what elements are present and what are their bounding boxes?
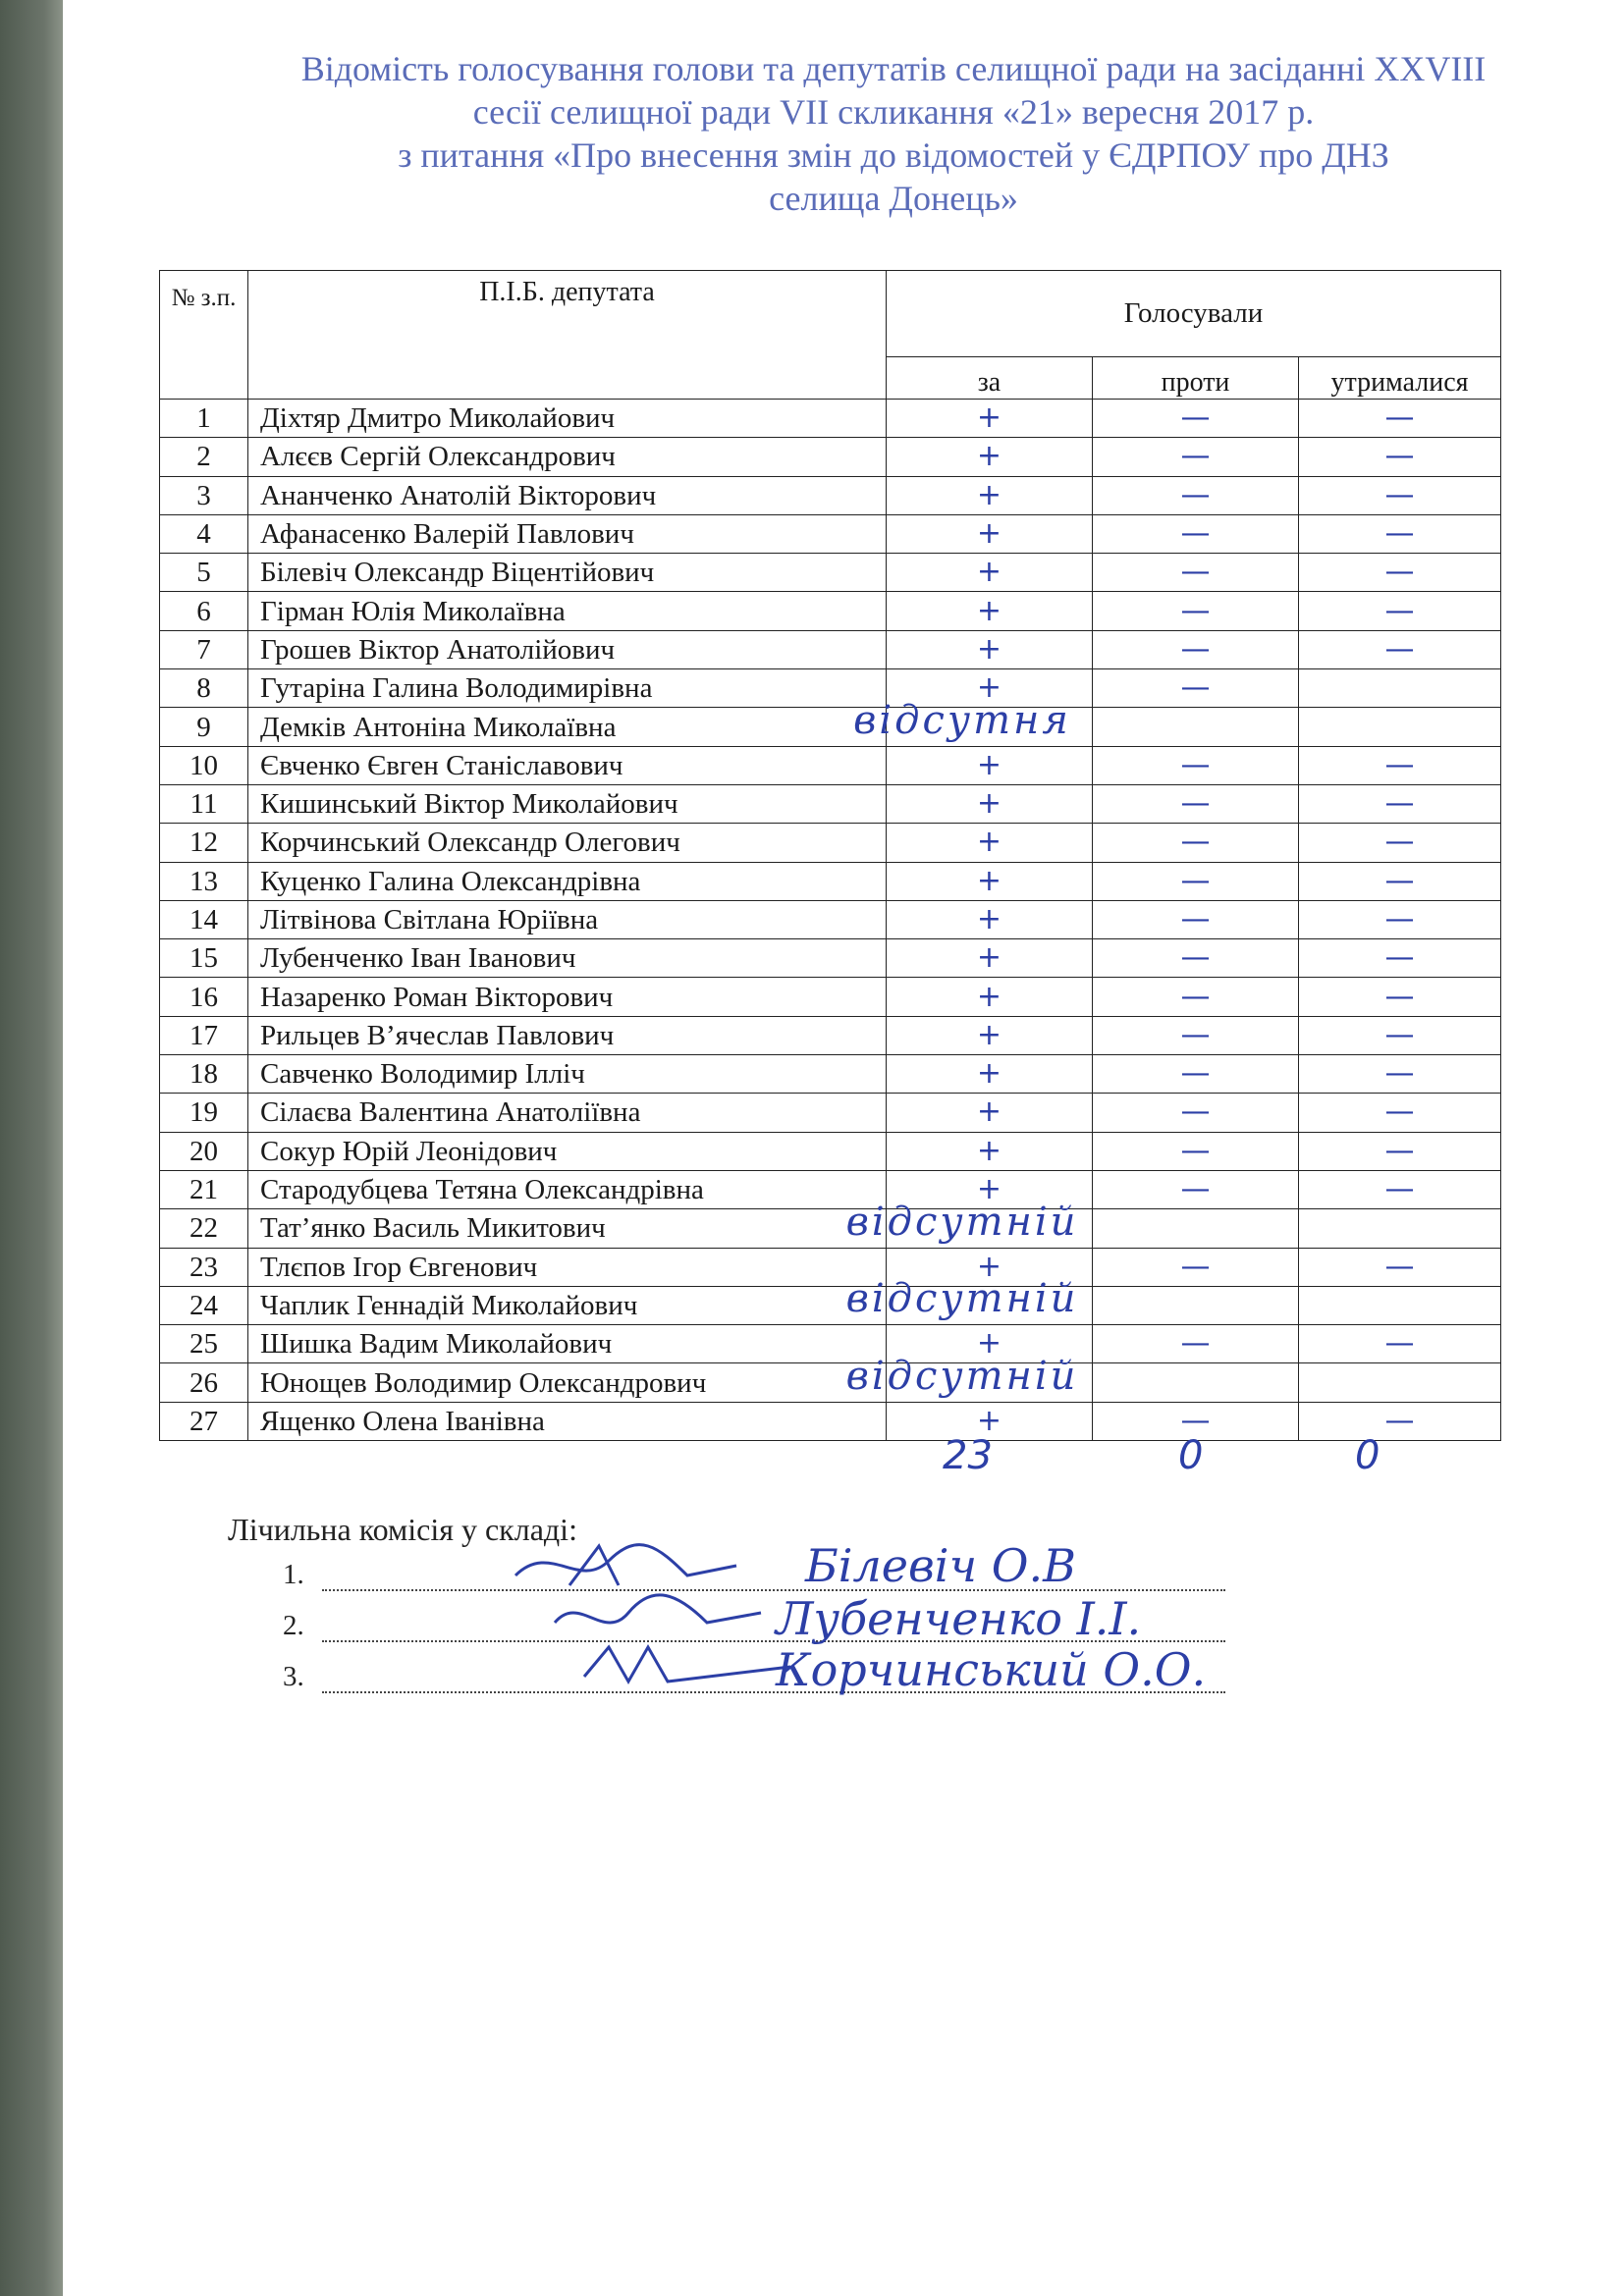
signature-line bbox=[322, 1562, 1225, 1591]
row-number: 26 bbox=[160, 1363, 248, 1402]
vote-for: + bbox=[887, 978, 1093, 1016]
table-row bbox=[160, 784, 1501, 823]
deputy-name: Лубенченко Іван Іванович bbox=[248, 939, 887, 978]
title-line-2: сесії селищної ради VII скликання «21» вересня 2017 р. bbox=[472, 92, 1315, 132]
deputy-name: Гірман Юлія Миколаївна bbox=[248, 592, 887, 630]
row-number: 24 bbox=[160, 1286, 248, 1324]
deputy-name: Сілаєва Валентина Анатоліївна bbox=[248, 1094, 887, 1132]
deputy-name: Куценко Галина Олександрівна bbox=[248, 862, 887, 900]
row-number: 25 bbox=[160, 1325, 248, 1363]
vote-for: + bbox=[887, 1132, 1093, 1170]
row-number: 3 bbox=[160, 476, 248, 514]
deputy-name: Білевіч Олександр Віцентійович bbox=[248, 554, 887, 592]
absent-note: відсутня bbox=[853, 697, 1071, 743]
deputy-name: Алєєв Сергій Олександрович bbox=[248, 438, 887, 476]
vote-abstained: — bbox=[1299, 900, 1501, 938]
vote-against: — bbox=[1093, 400, 1299, 438]
signature-name-2: Лубенченко І.І. bbox=[776, 1592, 1142, 1645]
table-row bbox=[160, 1363, 1501, 1402]
vote-for bbox=[887, 1286, 1093, 1324]
vote-for: + bbox=[887, 1055, 1093, 1094]
member-number: 1. bbox=[283, 1559, 304, 1590]
vote-for: + bbox=[887, 592, 1093, 630]
table-row bbox=[160, 1286, 1501, 1324]
table-row bbox=[160, 554, 1501, 592]
row-number: 22 bbox=[160, 1209, 248, 1248]
member-number: 3. bbox=[283, 1661, 304, 1692]
table-row bbox=[160, 669, 1501, 708]
header-number: № з.п. bbox=[160, 271, 248, 400]
row-number: 12 bbox=[160, 824, 248, 862]
vote-for: + bbox=[887, 669, 1093, 708]
vote-against: — bbox=[1093, 1094, 1299, 1132]
row-number: 18 bbox=[160, 1055, 248, 1094]
vote-for bbox=[887, 1363, 1093, 1402]
absent-note: відсутній bbox=[845, 1199, 1079, 1245]
table-row bbox=[160, 862, 1501, 900]
vote-abstained: — bbox=[1299, 592, 1501, 630]
table-row bbox=[160, 1325, 1501, 1363]
row-number: 11 bbox=[160, 784, 248, 823]
table-row bbox=[160, 746, 1501, 784]
row-number: 9 bbox=[160, 708, 248, 746]
deputy-name: Ананченко Анатолій Вікторович bbox=[248, 476, 887, 514]
vote-for: + bbox=[887, 1094, 1093, 1132]
vote-for: + bbox=[887, 1402, 1093, 1440]
commission-member-1 bbox=[283, 1559, 1225, 1591]
document-title bbox=[206, 47, 1581, 220]
row-number: 5 bbox=[160, 554, 248, 592]
title-line-1: Відомість голосування голови та депутатів селищної ради на засіданні XXVIII bbox=[300, 49, 1487, 88]
vote-for: + bbox=[887, 862, 1093, 900]
voting-table bbox=[159, 270, 1501, 1441]
table-row bbox=[160, 939, 1501, 978]
deputy-name: Юнощев Володимир Олександрович bbox=[248, 1363, 887, 1402]
header-name: П.І.Б. депутата bbox=[248, 271, 887, 400]
table-row bbox=[160, 514, 1501, 553]
header-for: за bbox=[887, 356, 1093, 399]
row-number: 21 bbox=[160, 1170, 248, 1208]
vote-abstained: — bbox=[1299, 554, 1501, 592]
vote-abstained: — bbox=[1299, 476, 1501, 514]
vote-for: + bbox=[887, 630, 1093, 668]
table-row bbox=[160, 1209, 1501, 1248]
vote-abstained: — bbox=[1299, 1325, 1501, 1363]
vote-abstained: — bbox=[1299, 824, 1501, 862]
row-number: 27 bbox=[160, 1402, 248, 1440]
total-abstained: 0 bbox=[1355, 1433, 1380, 1478]
vote-against: — bbox=[1093, 1248, 1299, 1286]
total-for: 23 bbox=[943, 1433, 993, 1478]
vote-abstained: — bbox=[1299, 1402, 1501, 1440]
table-row bbox=[160, 1170, 1501, 1208]
vote-abstained: — bbox=[1299, 1132, 1501, 1170]
vote-for: + bbox=[887, 476, 1093, 514]
vote-against: — bbox=[1093, 514, 1299, 553]
row-number: 8 bbox=[160, 669, 248, 708]
vote-against bbox=[1093, 708, 1299, 746]
vote-abstained: — bbox=[1299, 514, 1501, 553]
vote-abstained: — bbox=[1299, 1055, 1501, 1094]
vote-against: — bbox=[1093, 1016, 1299, 1054]
table-row bbox=[160, 708, 1501, 746]
row-number: 20 bbox=[160, 1132, 248, 1170]
table-row bbox=[160, 438, 1501, 476]
vote-for: + bbox=[887, 1325, 1093, 1363]
vote-against: — bbox=[1093, 1402, 1299, 1440]
scan-left-strip bbox=[0, 0, 63, 2296]
header-abstained: утрималися bbox=[1299, 356, 1501, 399]
title-line-4: селища Донець» bbox=[769, 179, 1018, 218]
vote-for: + bbox=[887, 900, 1093, 938]
vote-abstained: — bbox=[1299, 939, 1501, 978]
vote-against: — bbox=[1093, 978, 1299, 1016]
row-number: 23 bbox=[160, 1248, 248, 1286]
vote-for: + bbox=[887, 746, 1093, 784]
vote-for: + bbox=[887, 554, 1093, 592]
vote-for: + bbox=[887, 824, 1093, 862]
row-number: 19 bbox=[160, 1094, 248, 1132]
vote-abstained: — bbox=[1299, 784, 1501, 823]
absent-note: відсутній bbox=[845, 1353, 1079, 1399]
row-number: 4 bbox=[160, 514, 248, 553]
table-row bbox=[160, 1055, 1501, 1094]
deputy-name: Євченко Євген Станіславович bbox=[248, 746, 887, 784]
table-row bbox=[160, 400, 1501, 438]
deputy-name: Савченко Володимир Ілліч bbox=[248, 1055, 887, 1094]
member-number: 2. bbox=[283, 1610, 304, 1641]
table-row bbox=[160, 1016, 1501, 1054]
deputy-name: Назаренко Роман Вікторович bbox=[248, 978, 887, 1016]
table-row bbox=[160, 1132, 1501, 1170]
row-number: 2 bbox=[160, 438, 248, 476]
deputy-name: Сокур Юрій Леонідович bbox=[248, 1132, 887, 1170]
vote-abstained bbox=[1299, 1363, 1501, 1402]
vote-against bbox=[1093, 1363, 1299, 1402]
vote-against bbox=[1093, 1286, 1299, 1324]
title-line-3: з питання «Про внесення змін до відомостей у ЄДРПОУ про ДНЗ bbox=[398, 135, 1389, 175]
vote-against: — bbox=[1093, 438, 1299, 476]
signature-scribble-3 bbox=[579, 1637, 795, 1696]
vote-against: — bbox=[1093, 1170, 1299, 1208]
row-number: 17 bbox=[160, 1016, 248, 1054]
header-against: проти bbox=[1093, 356, 1299, 399]
vote-abstained: — bbox=[1299, 1094, 1501, 1132]
table-row bbox=[160, 630, 1501, 668]
vote-against: — bbox=[1093, 669, 1299, 708]
vote-abstained: — bbox=[1299, 1248, 1501, 1286]
table-row bbox=[160, 900, 1501, 938]
vote-against: — bbox=[1093, 554, 1299, 592]
deputy-name: Тлєпов Ігор Євгенович bbox=[248, 1248, 887, 1286]
vote-for bbox=[887, 1209, 1093, 1248]
table-row bbox=[160, 824, 1501, 862]
deputy-name: Діхтяр Дмитро Миколайович bbox=[248, 400, 887, 438]
vote-abstained: — bbox=[1299, 400, 1501, 438]
table-row bbox=[160, 592, 1501, 630]
table-row bbox=[160, 1248, 1501, 1286]
row-number: 13 bbox=[160, 862, 248, 900]
voting-table-body bbox=[160, 400, 1501, 1441]
row-number: 15 bbox=[160, 939, 248, 978]
vote-for bbox=[887, 708, 1093, 746]
signature-scribble-1 bbox=[511, 1536, 746, 1595]
vote-against: — bbox=[1093, 1055, 1299, 1094]
vote-abstained bbox=[1299, 1286, 1501, 1324]
deputy-name: Афанасенко Валерій Павлович bbox=[248, 514, 887, 553]
vote-against: — bbox=[1093, 939, 1299, 978]
deputy-name: Чаплик Геннадій Миколайович bbox=[248, 1286, 887, 1324]
vote-against: — bbox=[1093, 900, 1299, 938]
header-voted: Голосували bbox=[887, 271, 1501, 357]
vote-for: + bbox=[887, 400, 1093, 438]
vote-abstained: — bbox=[1299, 630, 1501, 668]
deputy-name: Тат’янко Василь Микитович bbox=[248, 1209, 887, 1248]
table-row bbox=[160, 978, 1501, 1016]
vote-against bbox=[1093, 1209, 1299, 1248]
deputy-name: Гутаріна Галина Володимирівна bbox=[248, 669, 887, 708]
deputy-name: Кишинський Віктор Миколайович bbox=[248, 784, 887, 823]
deputy-name: Грошев Віктор Анатолійович bbox=[248, 630, 887, 668]
row-number: 14 bbox=[160, 900, 248, 938]
vote-against: — bbox=[1093, 592, 1299, 630]
row-number: 16 bbox=[160, 978, 248, 1016]
signature-name-3: Корчинський О.О. bbox=[776, 1643, 1207, 1696]
vote-abstained: — bbox=[1299, 1016, 1501, 1054]
vote-against: — bbox=[1093, 630, 1299, 668]
vote-against: — bbox=[1093, 746, 1299, 784]
table-row bbox=[160, 1094, 1501, 1132]
vote-abstained bbox=[1299, 669, 1501, 708]
vote-against: — bbox=[1093, 1325, 1299, 1363]
vote-for: + bbox=[887, 939, 1093, 978]
table-row bbox=[160, 1402, 1501, 1440]
vote-abstained: — bbox=[1299, 1170, 1501, 1208]
vote-for: + bbox=[887, 1016, 1093, 1054]
deputy-name: Шишка Вадим Миколайович bbox=[248, 1325, 887, 1363]
vote-against: — bbox=[1093, 1132, 1299, 1170]
vote-abstained: — bbox=[1299, 746, 1501, 784]
vote-against: — bbox=[1093, 476, 1299, 514]
row-number: 7 bbox=[160, 630, 248, 668]
vote-for: + bbox=[887, 1248, 1093, 1286]
vote-against: — bbox=[1093, 824, 1299, 862]
vote-abstained bbox=[1299, 1209, 1501, 1248]
deputy-name: Демків Антоніна Миколаївна bbox=[248, 708, 887, 746]
deputy-name: Рильцев В’ячеслав Павлович bbox=[248, 1016, 887, 1054]
vote-against: — bbox=[1093, 784, 1299, 823]
vote-against: — bbox=[1093, 862, 1299, 900]
vote-abstained bbox=[1299, 708, 1501, 746]
vote-for: + bbox=[887, 438, 1093, 476]
deputy-name: Корчинський Олександр Олегович bbox=[248, 824, 887, 862]
row-number: 10 bbox=[160, 746, 248, 784]
row-number: 6 bbox=[160, 592, 248, 630]
signature-name-1: Білевіч О.В bbox=[805, 1539, 1076, 1592]
vote-for: + bbox=[887, 1170, 1093, 1208]
vote-abstained: — bbox=[1299, 978, 1501, 1016]
deputy-name: Ященко Олена Іванівна bbox=[248, 1402, 887, 1440]
vote-abstained: — bbox=[1299, 438, 1501, 476]
vote-for: + bbox=[887, 514, 1093, 553]
total-against: 0 bbox=[1178, 1433, 1204, 1478]
deputy-name: Стародубцева Тетяна Олександрівна bbox=[248, 1170, 887, 1208]
absent-note: відсутній bbox=[845, 1276, 1079, 1322]
deputy-name: Літвінова Світлана Юріївна bbox=[248, 900, 887, 938]
vote-abstained: — bbox=[1299, 862, 1501, 900]
vote-for: + bbox=[887, 784, 1093, 823]
row-number: 1 bbox=[160, 400, 248, 438]
commission-label: Лічильна комісія у складі: bbox=[228, 1512, 577, 1547]
table-row bbox=[160, 476, 1501, 514]
